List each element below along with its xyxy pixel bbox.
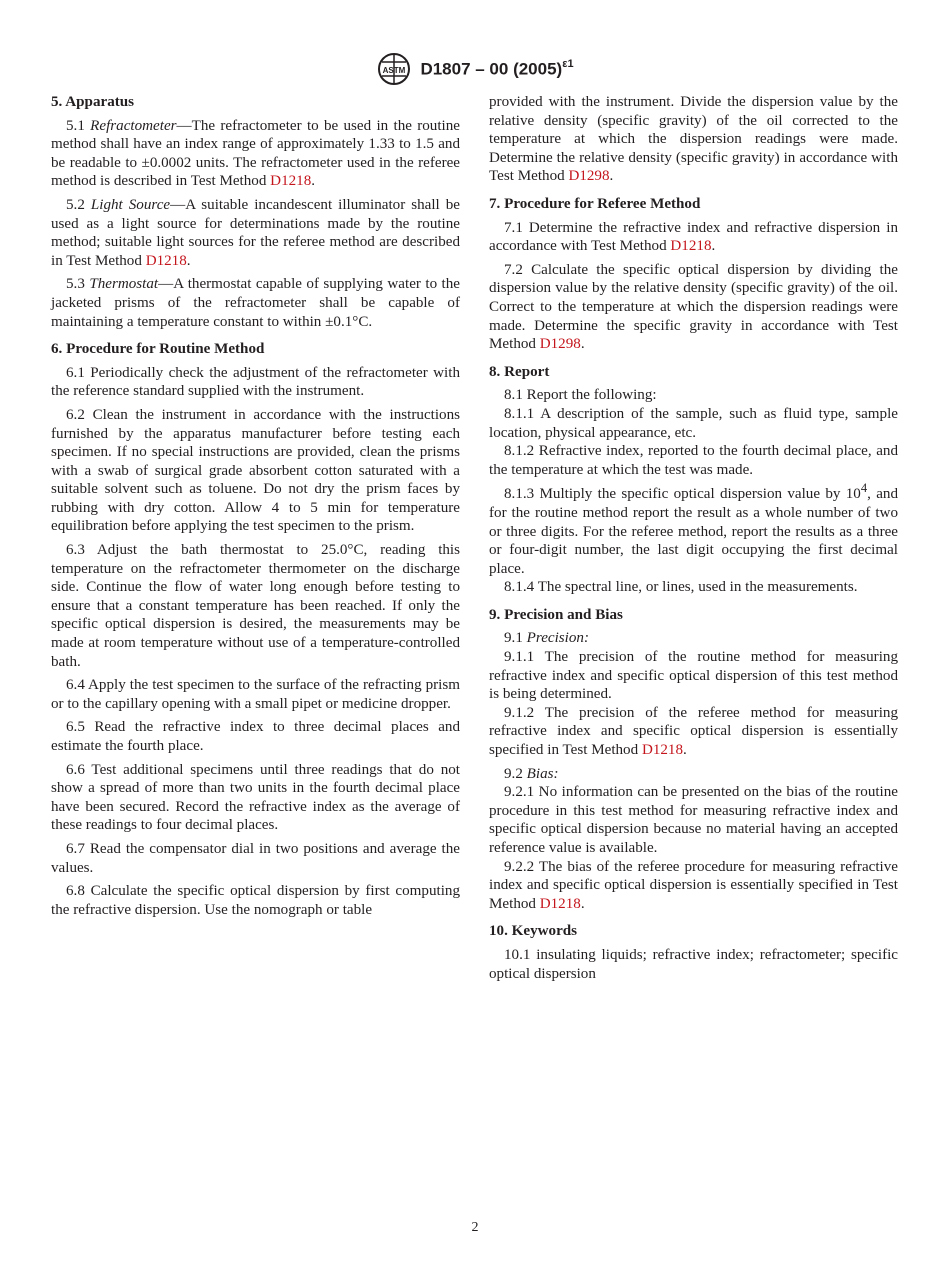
page-number: 2 (471, 1220, 479, 1235)
paragraph-9-1-1: 9.1.1 The precision of the routine method for measuring refractive index and specific optical dispersion of this test method is being determined. (489, 649, 898, 703)
paragraph-6-3: 6.3 Adjust the bath thermostat to 25.0°C, reading this temperature on the refractometer thermometer on the discharge side. Continue the flow of water long enough before testing to ensure that a constant temperature has been reached. If only the specific optical dispersion is desired, the measurements may be made at room temperature without use of a temperature-controlled bath. (51, 542, 460, 670)
paragraph-7-2: 7.2 Calculate the specific optical dispersion by dividing the dispersion value by the relative density (specific gravity) of the oil. Correct to the temperature at which the dispersion readings were made. Determine the specific gravity in accordance with Test Method D1298. (489, 261, 898, 353)
section-heading: 5. Apparatus (51, 94, 135, 110)
paragraph-9-2-2: 9.2.2 The bias of the referee procedure for measuring refractive index and specific optical dispersion is essentially specified in Test Method D1218. (489, 858, 898, 912)
page-header (0, 52, 950, 91)
right-column (489, 93, 898, 992)
paragraph-6-8-continued: provided with the instrument. Divide the dispersion value by the relative density (specific gravity) of the oil corrected to the temperature at which the dispersion readings were made. Determine the relative density (specific gravity) in accordance with Test Method D1298. (489, 94, 898, 185)
reference-link-d1218[interactable]: D1218 (539, 895, 581, 912)
paragraph-10-1: 10.1 insulating liquids; refractive index; refractometer; specific optical dispersion (489, 946, 898, 982)
paragraph-7-1: 7.1 Determine the refractive index and refractive dispersion in accordance with Test Method D1218. (489, 219, 898, 255)
reference-link-d1298[interactable]: D1298 (539, 336, 581, 353)
paragraph-8-1-1: 8.1.1 A description of the sample, such as fluid type, sample location, physical appearance, etc. (489, 405, 898, 441)
section-7-referee-method (489, 195, 898, 354)
reference-link-d1298[interactable]: D1298 (568, 168, 610, 185)
paragraph-8-1-2: 8.1.2 Refractive index, reported to the fourth decimal place, and the temperature at which the test was made. (489, 443, 898, 478)
section-5-apparatus (51, 93, 460, 331)
paragraph-5-2: 5.2 Light Source—A suitable incandescent illuminator shall be used as a light source for determinations made by the routine method; suitable light sources for the referee method are described in Test Method D1218. (51, 196, 460, 269)
section-10-keywords (489, 922, 898, 983)
section-9-precision-bias (489, 606, 898, 914)
reference-link-d1218[interactable]: D1218 (270, 173, 312, 190)
paragraph-5-3: 5.3 Thermostat—A thermostat capable of supplying water to the jacketed prisms of the refractometer shall be capable of maintaining a temperature constant to within ±0.1°C. (51, 276, 460, 330)
astm-logo-icon (376, 52, 412, 86)
paragraph-6-1: 6.1 Periodically check the adjustment of the refractometer with the reference standard supplied with the instrument. (51, 364, 460, 400)
paragraph-9-2: 9.2 Bias: (504, 765, 559, 782)
paragraph-8-1-4: 8.1.4 The spectral line, or lines, used in the measurements. (504, 579, 858, 596)
section-6-routine-method (51, 340, 460, 919)
reference-link-d1218[interactable]: D1218 (145, 252, 187, 269)
paragraph-6-8: 6.8 Calculate the specific optical dispersion by first computing the refractive dispersion. Use the nomograph or table (51, 883, 460, 918)
reference-link-d1218[interactable]: D1218 (641, 742, 684, 759)
document-designation: D1807 – 00 $(2005)^{\varepsilon 1}$ (420, 57, 574, 79)
logo-text: ASTM (383, 66, 406, 75)
paragraph-6-5: 6.5 Read the refractive index to three decimal places and estimate the fourth place. (51, 719, 460, 754)
left-column (51, 93, 460, 928)
section-8-report (489, 363, 898, 597)
section-heading: 6. Procedure for Routine Method (51, 341, 265, 358)
section-heading: 8. Report (489, 363, 550, 380)
paragraph-8-1-3: 8.1.3 Multiply the specific optical dispersion value by $10^4$, and for the routine method report the result as a whole number of two or three digits. For the referee method, report the results as a three or four-digit number, the last digit occupying the first decimal place. (489, 481, 898, 577)
paragraph-6-6: 6.6 Test additional specimens until three readings that do not show a spread of more than two units in the fourth decimal place have been secured. Record the refractive index as the average of these readings to four decimal places. (51, 761, 460, 834)
paragraph-5-1: 5.1 Refractometer—The refractometer to be used in the routine method shall have an index range of approximately 1.33 to 1.5 and be readable to ±0.0002 units. The refractometer used in the referee method is described in Test Method D1218. (51, 117, 460, 190)
section-heading: 10. Keywords (489, 923, 578, 940)
paragraph-6-4: 6.4 Apply the test specimen to the surface of the refracting prism or to the capillary opening with a small pipet or medicine dropper. (51, 677, 460, 712)
paragraph-9-1: 9.1 Precision: (504, 630, 589, 647)
section-heading: 7. Procedure for Referee Method (489, 195, 701, 212)
paragraph-6-2: 6.2 Clean the instrument in accordance with the instructions furnished by the apparatus manufacturer before testing each specimen. If no special instructions are provided, clean the prisms with a swab of surgical grade absorbent cotton saturated with a suitable solvent such as toluene. Do not dry the prism faces by rubbing with dry cotton. Allow 4 to 5 min for temperature equilibration before applying the test specimen to the prism. (51, 406, 460, 535)
reference-link-d1218[interactable]: D1218 (670, 238, 712, 255)
section-heading: 9. Precision and Bias (489, 606, 623, 623)
paragraph-8-1: 8.1 Report the following: (504, 387, 657, 404)
paragraph-6-7: 6.7 Read the compensator dial in two positions and average the values. (51, 840, 460, 876)
paragraph-9-2-1: 9.2.1 No information can be presented on the bias of the routine procedure in this test method for measuring refractive index and specific optical dispersion because no material having an accepted reference value is available. (489, 784, 898, 856)
paragraph-9-1-2: 9.1.2 The precision of the referee method for measuring refractive index and specific optical dispersion is essentially specified in Test Method D1218. (489, 704, 898, 759)
